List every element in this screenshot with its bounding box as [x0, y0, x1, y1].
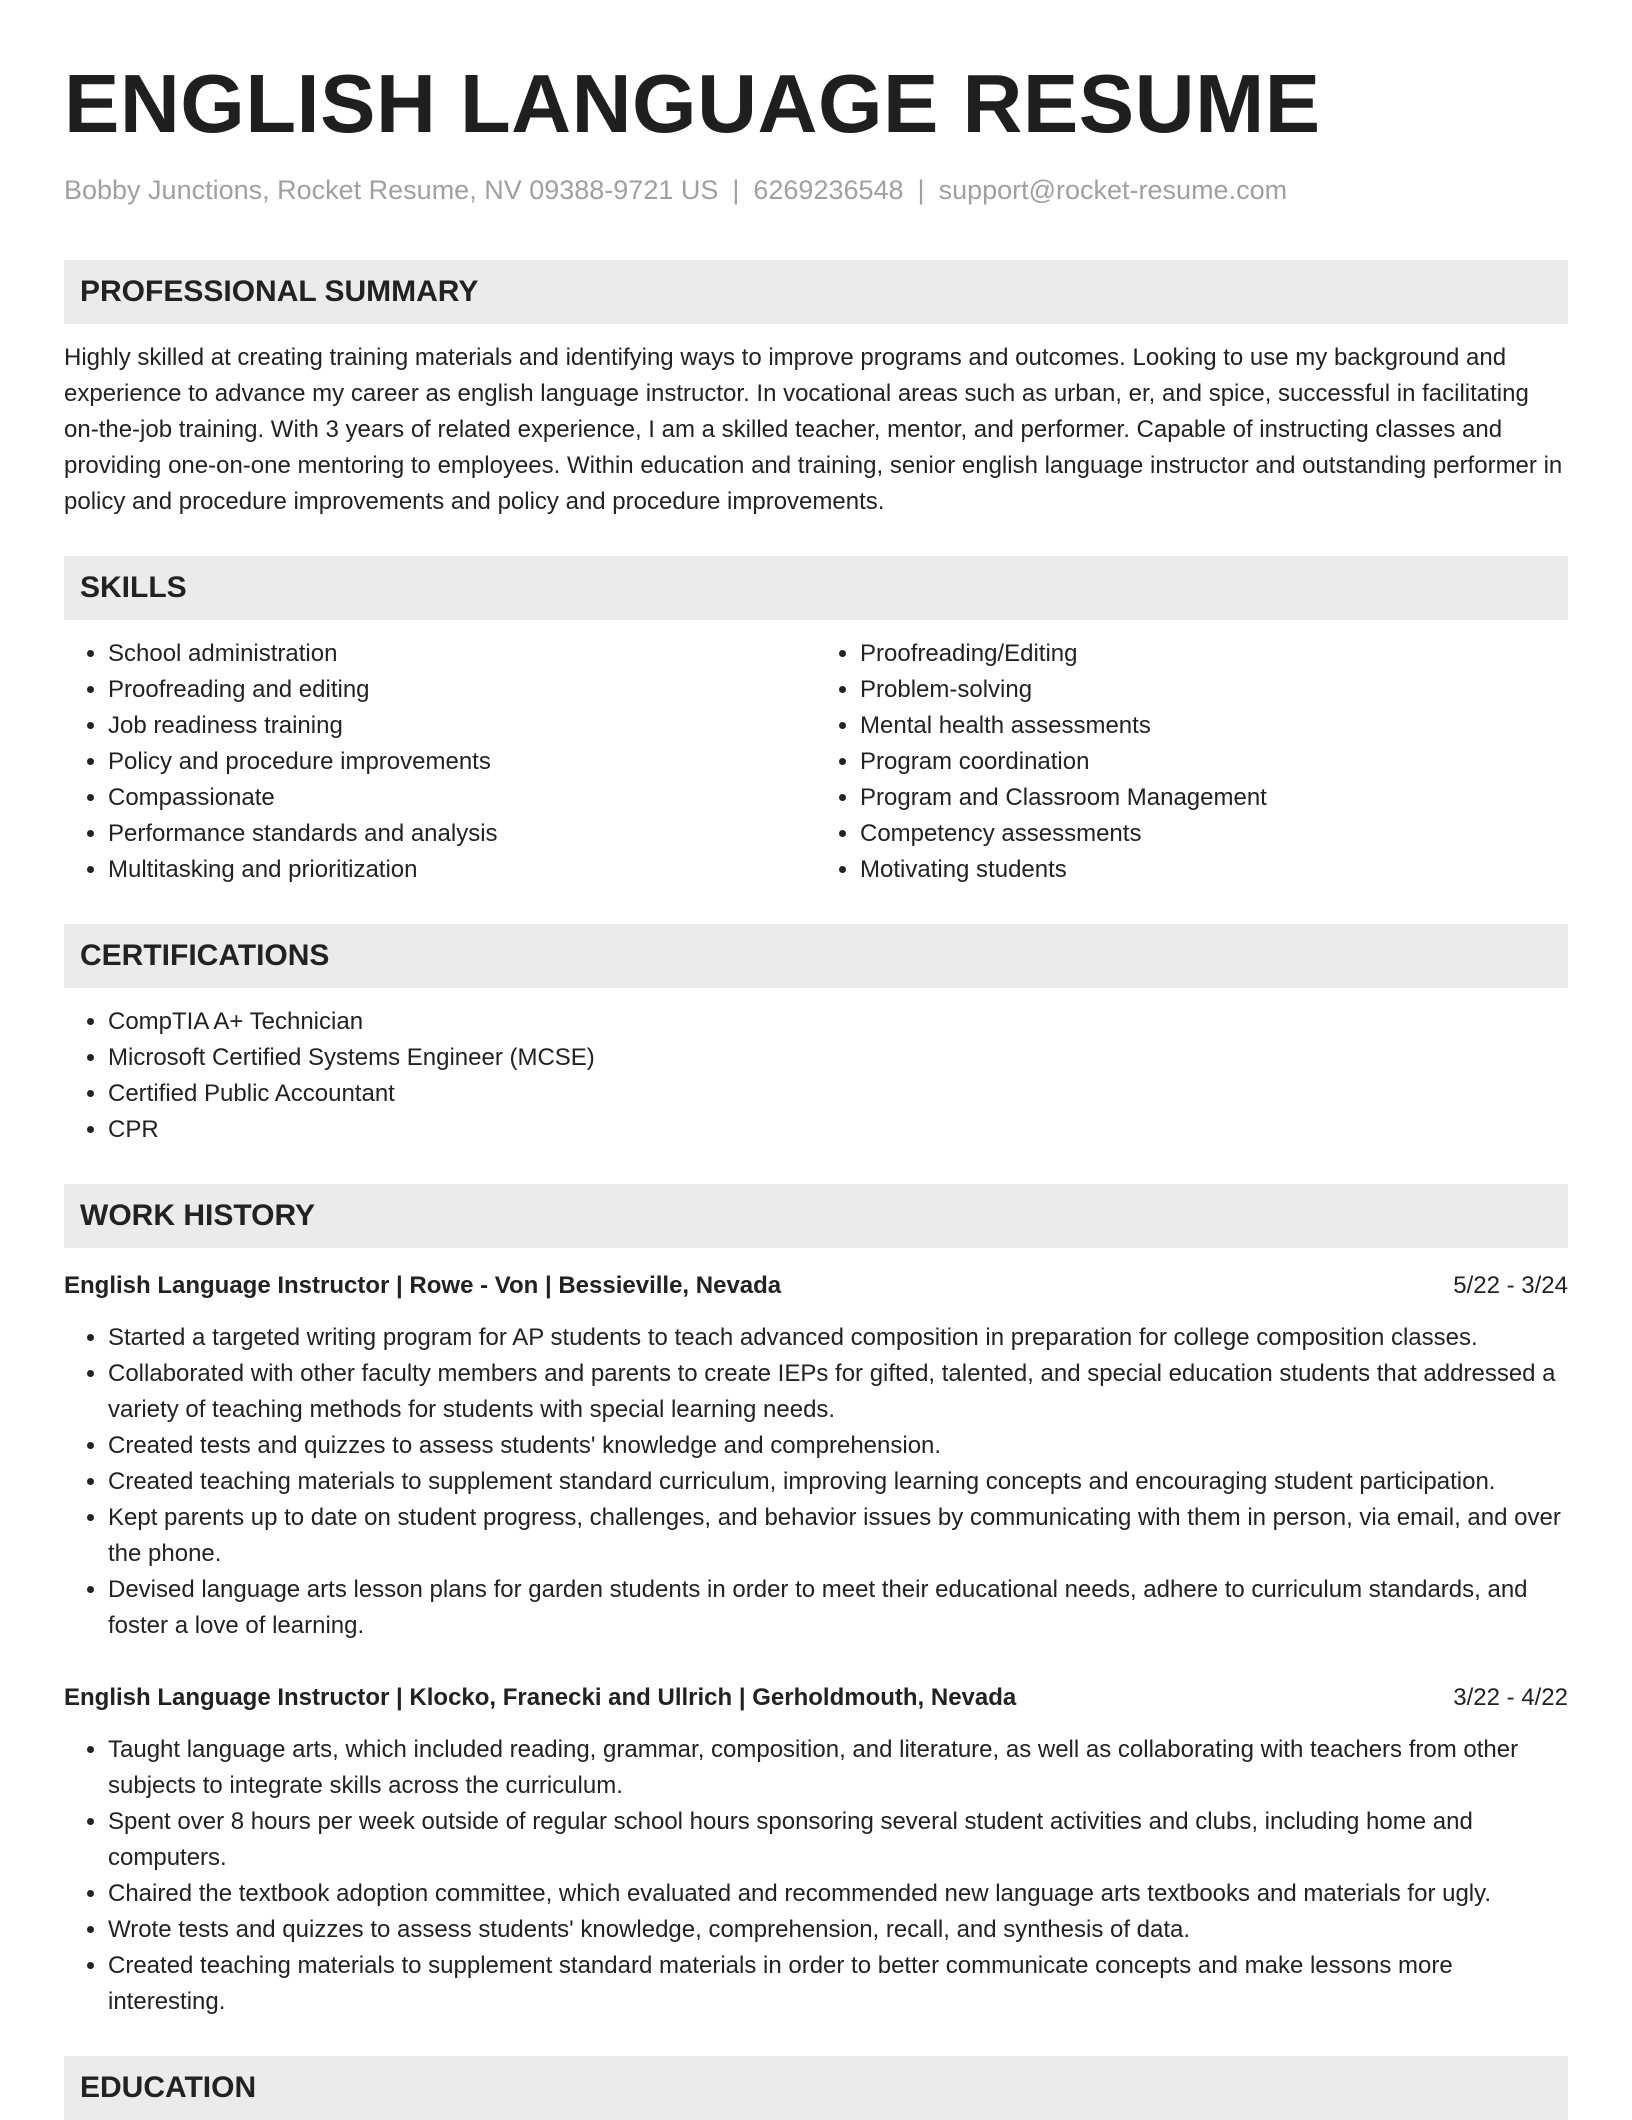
job-dates: 3/22 - 4/22 [1453, 1684, 1568, 1711]
skill-item: • Problem-solving [860, 672, 1568, 708]
job-title: English Language Instructor | Rowe - Von | Bessieville, Nevada [64, 1272, 782, 1299]
section-header-skills: SKILLS [64, 556, 1568, 620]
section-header-summary: PROFESSIONAL SUMMARY [64, 260, 1568, 324]
job-bullet: • Taught language arts, which included reading, grammar, composition, and literature, as well as collaborating with teachers from other subjects to integrate skills across the curriculum. [108, 1732, 1568, 1804]
skill-item: • Policy and procedure improvements [108, 744, 816, 780]
contact-separator: | [732, 175, 740, 205]
certification-item: • Microsoft Certified Systems Engineer (MCSE) [108, 1040, 1568, 1076]
certification-item: • Certified Public Accountant [108, 1076, 1568, 1112]
job-bullet: • Wrote tests and quizzes to assess students' knowledge, comprehension, recall, and synthesis of data. [108, 1912, 1568, 1948]
skill-item: • Program coordination [860, 744, 1568, 780]
job-dates: 5/22 - 3/24 [1453, 1272, 1568, 1299]
summary-text: Highly skilled at creating training materials and identifying ways to improve programs and outcomes. Looking to use my background and experience to advance my career as english language instructor. In vocational areas such as urban, er, and spice, successful in facilitating on-the-job training. With 3 years of related experience, I am a skilled teacher, mentor, and performer. Capable of instructing classes and providing one-on-one mentoring to employees. Within education and training, senior english language instructor and outstanding performer in policy and procedure improvements and policy and procedure improvements. [64, 344, 1563, 515]
skill-item: • Multitasking and prioritization [108, 852, 816, 888]
skill-item: • Performance standards and analysis [108, 816, 816, 852]
skill-item: • Motivating students [860, 852, 1568, 888]
certification-item: • CPR [108, 1112, 1568, 1148]
contact-address: Bobby Junctions, Rocket Resume, NV 09388-9721 US [64, 175, 719, 205]
certification-item: • CompTIA A+ Technician [108, 1004, 1568, 1040]
job-bullet: • Created tests and quizzes to assess students' knowledge and comprehension. [108, 1428, 1568, 1464]
job-bullet: • Started a targeted writing program for AP students to teach advanced composition in preparation for college composition classes. [108, 1320, 1568, 1356]
contact-email: support@rocket-resume.com [938, 175, 1288, 205]
skill-item: • Compassionate [108, 780, 816, 816]
resume-title: ENGLISH LANGUAGE RESUME [64, 57, 1321, 150]
skill-item: • Proofreading/Editing [860, 636, 1568, 672]
skill-item: • Competency assessments [860, 816, 1568, 852]
skills-grid [64, 620, 1568, 888]
skill-item: • School administration [108, 636, 816, 672]
job-bullet: • Kept parents up to date on student progress, challenges, and behavior issues by communicating with them in person, via email, and over the phone. [108, 1500, 1568, 1572]
contact-phone: 6269236548 [753, 175, 904, 205]
job-bullet: • Chaired the textbook adoption committee, which evaluated and recommended new language arts textbooks and materials for ugly. [108, 1876, 1568, 1912]
skills-list-right [816, 636, 1568, 888]
section-header-work-history: WORK HISTORY [64, 1184, 1568, 1248]
skill-item: • Mental health assessments [860, 708, 1568, 744]
skill-item: • Proofreading and editing [108, 672, 816, 708]
job-bullet: • Created teaching materials to supplement standard curriculum, improving learning concepts and encouraging student participation. [108, 1464, 1568, 1500]
contact-line [64, 172, 1568, 208]
section-header-certifications: CERTIFICATIONS [64, 924, 1568, 988]
skill-item: • Job readiness training [108, 708, 816, 744]
job-bullet: • Collaborated with other faculty members and parents to create IEPs for gifted, talented, and special education students that addressed a variety of teaching methods for students with special learning needs. [108, 1356, 1568, 1428]
section-header-education: EDUCATION [64, 2056, 1568, 2120]
skill-item: • Program and Classroom Management [860, 780, 1568, 816]
job-bullets [64, 1732, 1568, 2020]
job-bullet: • Spent over 8 hours per week outside of regular school hours sponsoring several student activities and clubs, including home and computers. [108, 1804, 1568, 1876]
certifications-list [64, 1004, 1568, 1148]
job-bullet: • Devised language arts lesson plans for garden students in order to meet their educational needs, adhere to curriculum standards, and foster a love of learning. [108, 1572, 1568, 1644]
job-bullet: • Created teaching materials to supplement standard materials in order to better communicate concepts and make lessons more interesting. [108, 1948, 1568, 2020]
skills-list-left [64, 636, 816, 888]
contact-separator: | [917, 175, 925, 205]
job-header [64, 1268, 1568, 1304]
job-header [64, 1680, 1568, 1716]
job-title: English Language Instructor | Klocko, Franecki and Ullrich | Gerholdmouth, Nevada [64, 1684, 1017, 1711]
job-bullets [64, 1320, 1568, 1644]
